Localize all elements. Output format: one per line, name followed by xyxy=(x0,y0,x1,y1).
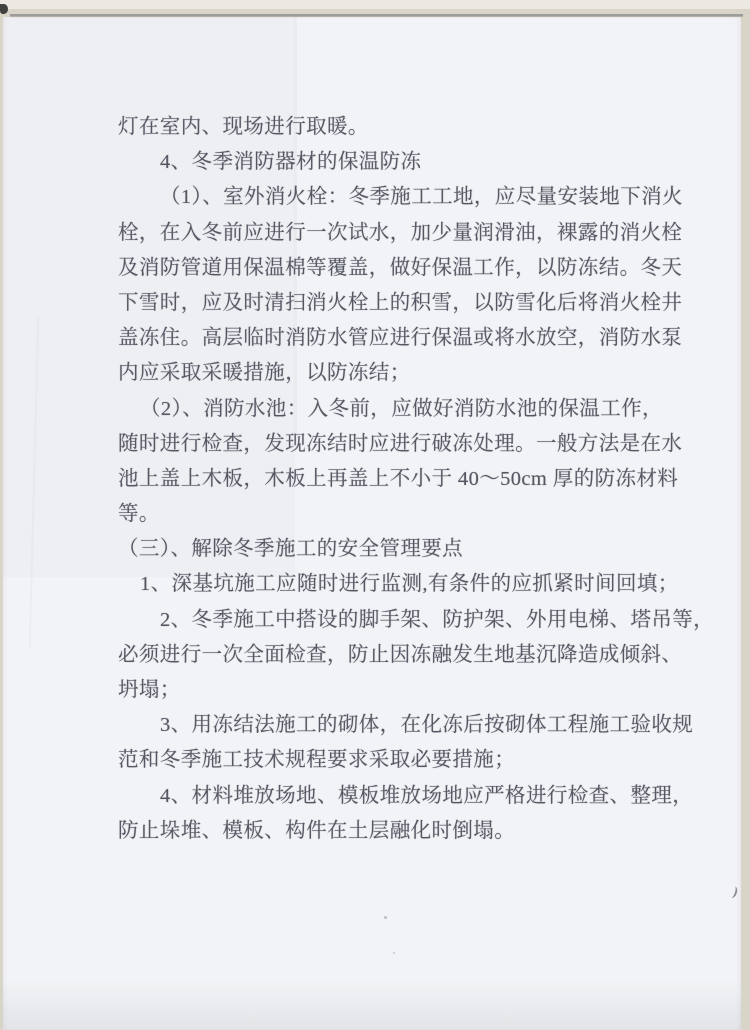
text-line: 内应采取采暖措施，以防冻结； xyxy=(118,362,411,385)
text-line: 池上盖上木板，木板上再盖上不小于 40～50cm 厚的防冻材料 xyxy=(118,467,679,490)
text-line: 等。 xyxy=(118,503,160,526)
text-line: 1、深基坑施工应随时进行监测,有条件的应抓紧时间回填； xyxy=(140,573,679,596)
text-line: 3、用冻结法施工的砌体，在化冻后按砌体工程施工验收规 xyxy=(160,714,694,737)
text-line: 必须进行一次全面检查，防止因冻融发生地基沉降造成倾斜、 xyxy=(118,643,683,666)
text-line: 4、材料堆放场地、模板堆放场地应严格进行检查、整理， xyxy=(160,784,694,807)
document-body xyxy=(118,110,715,849)
text-line: 防止垛堆、模板、构件在土层融化时倒塌。 xyxy=(118,819,516,842)
scan-top-edge xyxy=(0,0,750,9)
dust-speck xyxy=(384,916,387,919)
text-line: 盖冻住。高层临时消防水管应进行保温或将水放空，消防水泵 xyxy=(118,327,683,350)
text-line: 栓，在入冬前应进行一次试水，加少量润滑油，裸露的消火栓 xyxy=(118,221,683,244)
page-top-edge-line xyxy=(10,14,743,16)
text-line: 4、冬季消防器材的保温防冻 xyxy=(160,151,422,174)
text-line: （1）、室外消火栓：冬季施工工地，应尽量安装地下消火 xyxy=(160,186,683,209)
text-line: 坍塌； xyxy=(118,679,181,701)
text-line: （三）、解除冬季施工的安全管理要点 xyxy=(118,538,464,561)
dust-speck xyxy=(393,952,395,954)
text-line: 下雪时，应及时清扫消火栓上的积雪，以防雪化后将消火栓井 xyxy=(118,291,683,314)
text-line: 范和冬季施工技术规程要求采取必要措施； xyxy=(118,749,516,772)
corner-ink-speck xyxy=(0,4,8,14)
text-line: 及消防管道用保温棉等覆盖，做好保温工作，以防冻结。冬天 xyxy=(118,256,683,279)
text-line: （2）、消防水池：入冬前，应做好消防水池的保温工作， xyxy=(140,397,663,420)
text-line: 灯在室内、现场进行取暖。 xyxy=(118,116,369,138)
text-line: 2、冬季施工中搭设的脚手架、防护架、外用电梯、塔吊等， xyxy=(160,608,715,631)
text-line: 随时进行检查，发现冻结时应进行破冻处理。一般方法是在水 xyxy=(118,432,683,455)
